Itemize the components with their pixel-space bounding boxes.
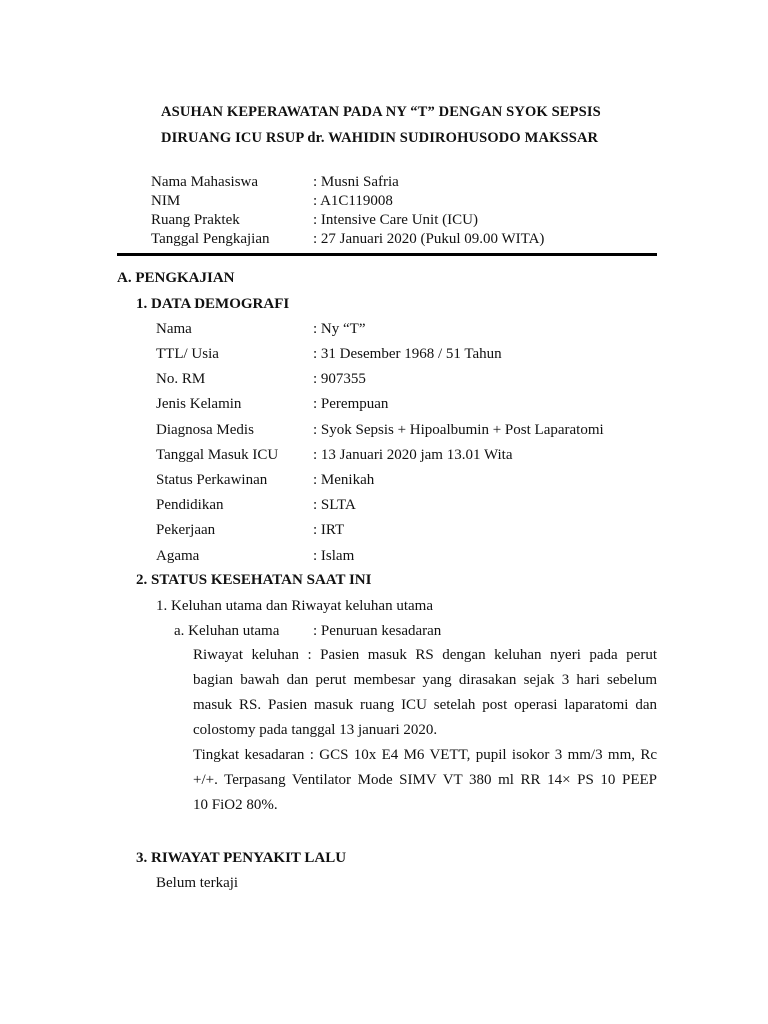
section-a-heading: A. PENGKAJIAN [117,270,235,286]
document-title-line-1: ASUHAN KEPERAWATAN PADA NY “T” DENGAN SYOK SEPSIS [161,104,601,120]
student-nim-label: NIM [151,193,181,209]
demo-value: : 13 Januari 2020 jam 13.01 Wita [313,447,513,463]
section-1-heading: 1. DATA DEMOGRAFI [136,296,290,312]
assessment-date-label: Tanggal Pengkajian [151,231,270,247]
demo-value: : IRT [313,522,345,538]
assessment-date-value: : 27 Januari 2020 (Pukul 09.00 WITA) [313,231,545,247]
demo-value: : Ny “T” [313,321,366,337]
demo-label: No. RM [156,371,206,387]
paragraph-line: Tingkat kesadaran : GCS 10x E4 M6 VETT, pupil isokor 3 mm/3 mm, Rc [193,747,657,763]
demo-value: : Perempuan [313,396,389,412]
student-name-value: : Musni Safria [313,174,399,190]
demo-value: : Menikah [313,472,375,488]
demo-label: Diagnosa Medis [156,422,254,438]
paragraph-line: 10 FiO2 80%. [193,797,278,813]
practice-room-value: : Intensive Care Unit (ICU) [313,212,478,228]
practice-room-label: Ruang Praktek [151,212,240,228]
demo-value: : Islam [313,548,355,564]
demo-label: Jenis Kelamin [156,396,242,412]
demo-value: : Syok Sepsis + Hipoalbumin + Post Laparatomi [313,422,604,438]
student-nim-value: : A1C119008 [313,193,393,209]
paragraph-line: bagian bawah dan perut membesar yang dirasakan sejak 3 hari sebelum [193,672,657,688]
chief-complaint-value: : Penuruan kesadaran [313,623,442,639]
demo-label: Tanggal Masuk ICU [156,447,279,463]
demo-label: Pendidikan [156,497,224,513]
document-title-line-2: DIRUANG ICU RSUP dr. WAHIDIN SUDIROHUSODO MAKSSAR [161,130,599,146]
paragraph-line: +/+. Terpasang Ventilator Mode SIMV VT 380 ml RR 14× PS 10 PEEP [193,772,657,788]
paragraph-line: masuk RS. Pasien masuk ruang ICU setelah post operasi laparatomi dan [193,697,657,713]
paragraph-line: Riwayat keluhan : Pasien masuk RS dengan keluhan nyeri pada perut [193,647,657,663]
demo-value: : SLTA [313,497,356,513]
demo-label: Pekerjaan [156,522,216,538]
demo-label: Agama [156,548,200,564]
complaint-history-paragraph [193,643,657,818]
demo-label: TTL/ Usia [156,346,219,362]
paragraph-line: colostomy pada tanggal 13 januari 2020. [193,722,438,738]
demo-label: Nama [156,321,192,337]
subsection-1-heading: 1. Keluhan utama dan Riwayat keluhan utama [156,598,433,614]
demo-value: : 907355 [313,371,366,387]
section-2-heading: 2. STATUS KESEHATAN SAAT INI [136,572,372,588]
demo-value: : 31 Desember 1968 / 51 Tahun [313,346,502,362]
student-name-label: Nama Mahasiswa [151,174,259,190]
header-divider [117,253,657,256]
demo-label: Status Perkawinan [156,472,268,488]
section-3-text: Belum terkaji [156,875,239,891]
chief-complaint-label: a. Keluhan utama [174,623,280,639]
section-3-heading: 3. RIWAYAT PENYAKIT LALU [136,850,347,866]
